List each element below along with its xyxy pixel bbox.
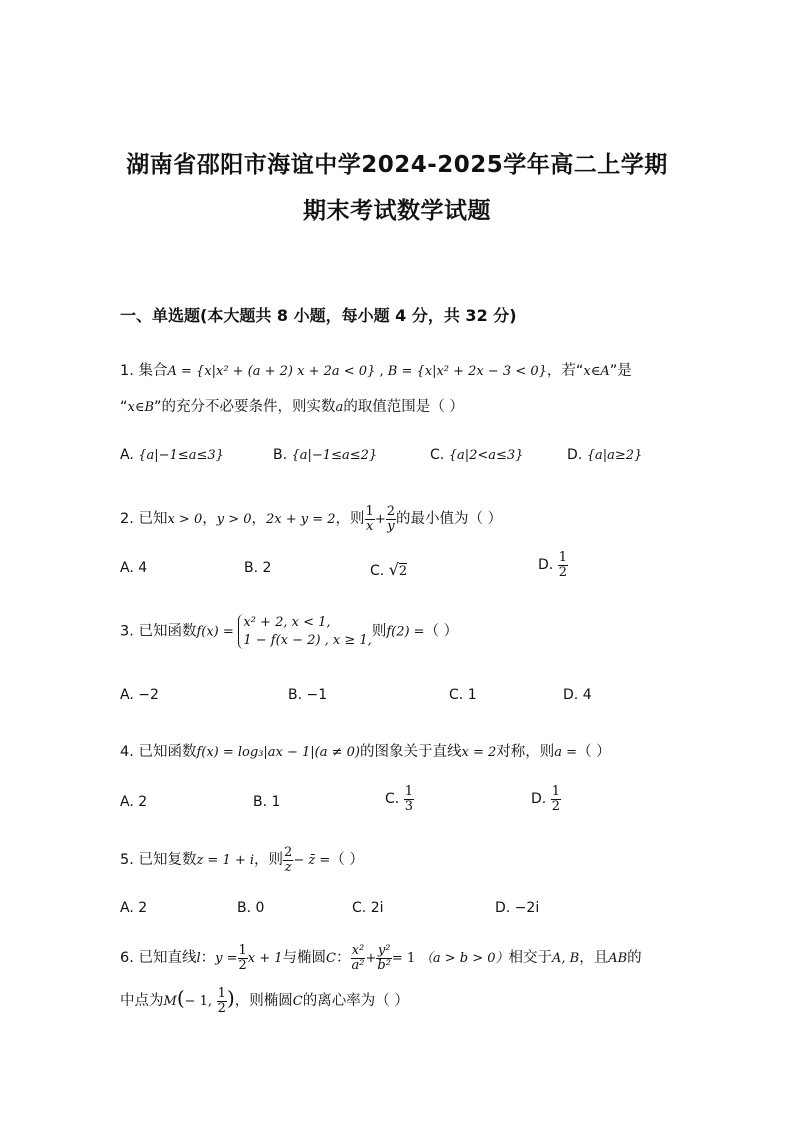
option-label: A. (120, 794, 134, 810)
q1-text: 集合 (138, 363, 168, 379)
question-2-number: 2. (120, 511, 134, 528)
numerator: 1 (404, 784, 413, 799)
numerator: 1 (558, 550, 567, 565)
q6-line-name: l (196, 951, 201, 967)
question-5-line (120, 846, 364, 874)
q2-fraction-2 (386, 505, 396, 533)
q3-option-d[interactable] (563, 687, 592, 703)
option-label: C. (352, 900, 367, 916)
section-heading: 一、单选题(本大题共 8 小题，每小题 4 分，共 32 分) (120, 306, 517, 325)
option-label: C. (385, 791, 400, 808)
q6-text: 的 (627, 950, 642, 967)
q6-equals: = 1 (391, 951, 416, 967)
question-1-number: 1. (120, 363, 134, 379)
q1-set-b: B = {x|x² + 2x − 3 < 0} (387, 364, 547, 379)
q6-ellipse-name: C (326, 951, 336, 967)
question-1-line1 (120, 359, 632, 380)
q6-text: 与椭圆 (282, 950, 327, 967)
numerator: 1 (238, 943, 247, 958)
option-value: 4 (138, 560, 148, 576)
q4-option-b[interactable] (253, 794, 280, 810)
q4-text: 对称，则 (496, 744, 555, 760)
q5-rest: − z̄ = (293, 853, 331, 869)
q1-option-a[interactable] (120, 447, 224, 463)
q5-text: ，则 (254, 852, 284, 869)
q5-fraction (283, 846, 293, 874)
q3-piecewise (238, 614, 371, 649)
denominator: z (284, 859, 292, 875)
q3-option-c[interactable] (449, 687, 477, 703)
q4-line: x = 2 (461, 745, 497, 760)
option-label: D. (538, 557, 554, 574)
question-6-number: 6. (120, 950, 134, 967)
option-label: B. (237, 900, 252, 916)
q1-option-b[interactable] (273, 447, 377, 463)
option-label: D. (495, 900, 511, 916)
numerator: x² (351, 943, 365, 958)
denominator: 2 (551, 798, 560, 814)
left-paren: ( (176, 986, 185, 1010)
q1-text: “ (120, 399, 128, 415)
question-3-number: 3. (120, 623, 134, 640)
q2-option-c[interactable] (370, 560, 407, 579)
q1-var: a (335, 400, 344, 415)
option-value: 0 (255, 900, 265, 916)
q1-text: ”的充分不必要条件，则实数 (154, 399, 336, 415)
q6-ellipse-fraction-1 (351, 944, 366, 972)
q5-option-a[interactable] (120, 900, 147, 916)
option-label: D. (563, 687, 579, 703)
option-fraction (551, 785, 561, 813)
denominator: 2 (238, 957, 247, 973)
q3-text: 已知函数 (138, 623, 197, 640)
option-label: D. (567, 447, 583, 463)
denominator: 3 (404, 798, 413, 814)
option-label: C. (430, 447, 445, 463)
option-label: A. (120, 560, 134, 576)
q4-a: a = (554, 745, 578, 760)
denominator: 2 (217, 1000, 226, 1016)
denominator: b² (377, 957, 391, 973)
question-1-line2 (120, 395, 464, 416)
q4-option-a[interactable] (120, 794, 147, 810)
q5-text: （ ） (330, 852, 364, 869)
option-value: 4 (582, 687, 592, 703)
question-6-line2 (120, 986, 409, 1015)
q6-midpoint-x: − 1, (184, 994, 213, 1009)
q3-f2: f(2) = (386, 624, 425, 640)
option-label: D. (531, 791, 547, 808)
q3-option-b[interactable] (288, 687, 327, 703)
option-value: 1 (467, 687, 477, 703)
q2-option-d[interactable] (538, 551, 568, 579)
q2-text: ， (251, 511, 266, 528)
question-4-number: 4. (120, 744, 134, 760)
q6-text: 相交于 (508, 950, 552, 967)
q3-function: f(x) = (196, 624, 234, 640)
q6-text: ，则椭圆 (234, 993, 293, 1009)
q1-text: 的取值范围是（ ） (343, 399, 464, 415)
q2-cond-x: x > 0 (167, 512, 203, 528)
numerator: 1 (365, 504, 374, 519)
q1-cond-b: x∈B (127, 400, 155, 415)
q6-text: 的离心率为（ ） (302, 993, 409, 1009)
q4-option-c[interactable] (385, 785, 414, 813)
numerator: 1 (551, 784, 560, 799)
q1-set-a: A = {x|x² + (a + 2) x + 2a < 0} (167, 364, 376, 379)
q5-text: 已知复数 (138, 852, 197, 869)
q6-text: 已知直线 (138, 950, 197, 967)
exam-title-line1: 湖南省邵阳市海谊中学2024-2025学年高二上学期 (126, 152, 668, 178)
q6-line-fraction (238, 944, 248, 972)
q2-cond-y: y > 0 (216, 512, 252, 528)
q5-option-c[interactable] (352, 900, 383, 916)
right-paren: ) (226, 986, 235, 1010)
q4-text: 已知函数 (138, 744, 197, 760)
sqrt-symbol: √2 (388, 560, 408, 579)
q6-ellipse-fraction-2 (376, 944, 392, 972)
q2-option-b[interactable] (244, 560, 271, 576)
option-value: {a|2<a≤3} (448, 448, 524, 463)
question-5-number: 5. (120, 852, 134, 869)
question-6-line1 (120, 944, 642, 972)
q5-z: z = 1 + i (196, 853, 255, 869)
q6-colon: ： (336, 950, 351, 967)
option-value: −2i (514, 900, 540, 916)
option-value: 2 (262, 560, 272, 576)
q4-text: 的图象关于直线 (360, 744, 462, 760)
option-value: −2 (138, 687, 159, 703)
option-label: B. (253, 794, 268, 810)
q2-text: 已知 (138, 511, 168, 528)
denominator: x (366, 518, 374, 534)
q1-option-d[interactable] (567, 447, 642, 463)
q6-segment: AB (608, 951, 628, 967)
option-label: B. (288, 687, 303, 703)
q4-function: f(x) = log₃|ax − 1|(a ≠ 0) (196, 745, 361, 760)
option-label: C. (370, 563, 385, 579)
q5-option-b[interactable] (237, 900, 264, 916)
option-label: A. (120, 900, 134, 916)
q1-cond-a: x∈A (583, 364, 610, 379)
q6-condition: （a > b > 0） (419, 951, 509, 967)
q6-text: ，且 (579, 950, 609, 967)
plus-sign: + (374, 512, 386, 528)
q5-option-d[interactable] (495, 900, 539, 916)
q6-midpoint-fraction (217, 987, 227, 1015)
numerator: 1 (217, 985, 226, 1001)
q2-constraint: 2x + y = 2 (266, 512, 336, 528)
q3-text: 则 (371, 623, 387, 640)
option-label: B. (244, 560, 259, 576)
q1-option-c[interactable] (430, 447, 523, 463)
question-2-line (120, 505, 502, 533)
q1-text: ，若“ (546, 363, 584, 379)
q6-midpoint-name: M (163, 994, 177, 1009)
radicand: 2 (398, 564, 408, 579)
q6-colon: ： (200, 950, 216, 967)
denominator: 2 (558, 564, 567, 580)
denominator: a² (351, 957, 365, 973)
q6-ellipse-name: C (292, 994, 303, 1009)
q2-text: 的最小值为（ ） (396, 511, 503, 528)
q6-line-eq: y = (215, 951, 238, 967)
option-value: 1 (271, 794, 281, 810)
q4-text: （ ） (577, 744, 611, 760)
q2-text: ， (202, 511, 217, 528)
option-value: {a|a≥2} (586, 448, 643, 463)
q6-text: 中点为 (120, 993, 164, 1009)
option-label: B. (273, 447, 288, 463)
numerator: 2 (386, 504, 396, 519)
question-3-line (120, 614, 458, 649)
piece-1: x² + 2, x < 1, (243, 615, 331, 630)
q3-option-a[interactable] (120, 687, 159, 703)
denominator: y (387, 518, 395, 534)
option-value: {a|−1≤a≤2} (291, 448, 378, 463)
option-value: −1 (306, 687, 328, 703)
option-value: 2i (370, 900, 384, 916)
q1-text: ”是 (609, 363, 632, 379)
option-label: A. (120, 687, 134, 703)
option-value: 2 (138, 794, 148, 810)
q1-sep: , (375, 364, 388, 379)
numerator: y² (377, 943, 391, 958)
option-fraction (404, 785, 414, 813)
q3-text: （ ） (424, 623, 459, 640)
option-label: A. (120, 447, 134, 463)
q4-option-d[interactable] (531, 785, 561, 813)
q2-fraction-1 (365, 505, 375, 533)
question-4-line (120, 740, 611, 761)
q6-line-eq: x + 1 (247, 951, 283, 967)
option-label: C. (449, 687, 464, 703)
option-value: {a|−1≤a≤3} (138, 448, 224, 463)
q6-points: A, B (552, 951, 580, 967)
option-fraction (558, 551, 568, 579)
piece-2: 1 − f(x − 2) , x ≥ 1, (243, 632, 372, 648)
option-value: 2 (138, 900, 148, 916)
numerator: 2 (284, 845, 293, 860)
q2-option-a[interactable] (120, 560, 147, 576)
plus-sign: + (365, 951, 377, 967)
q2-text: ，则 (335, 511, 365, 528)
exam-title-line2: 期末考试数学试题 (303, 198, 491, 224)
